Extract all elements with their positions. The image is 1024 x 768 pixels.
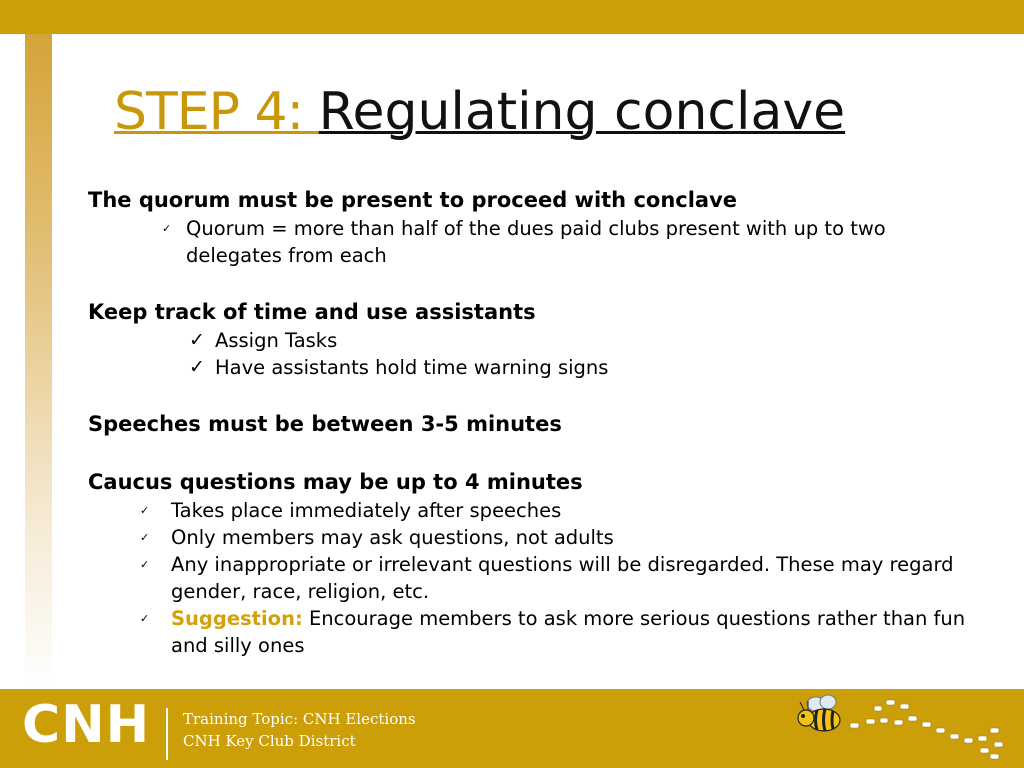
item-text: Assign Tasks (215, 329, 338, 352)
footer-line-topic: Training Topic: CNH Elections (183, 710, 416, 728)
cnh-logo: CNH (22, 695, 151, 755)
item-text: Takes place immediately after speeches (171, 499, 562, 522)
list-item (88, 551, 968, 605)
item-text: Quorum = more than half of the dues paid clubs present with up to two delegates from each (186, 217, 886, 267)
list-item (88, 215, 968, 269)
step-label: STEP 4: (114, 82, 319, 142)
bullet-list (88, 497, 968, 659)
title-heading: Regulating conclave (318, 82, 846, 142)
list-item (88, 354, 968, 381)
item-text: Any inappropriate or irrelevant questions will be disregarded. These may regard gender, race, religion, etc. (171, 553, 954, 603)
footer-text (183, 708, 416, 752)
bullet-list (88, 215, 968, 269)
section-speeches (88, 409, 968, 439)
suggestion-text: Encourage members to ask more serious questions rather than fun and silly ones (171, 607, 966, 657)
list-item (88, 524, 968, 551)
section-heading: Speeches must be between 3-5 minutes (88, 412, 562, 436)
list-item (88, 327, 968, 354)
item-text: Only members may ask questions, not adults (171, 526, 614, 549)
check-icon: ✓ (140, 504, 150, 517)
slide-title (114, 82, 974, 142)
section-heading: Keep track of time and use assistants (88, 300, 536, 324)
list-item (88, 497, 968, 524)
section-time (88, 297, 968, 381)
section-heading: The quorum must be present to proceed with conclave (88, 188, 738, 212)
item-text: Have assistants hold time warning signs (215, 356, 609, 379)
check-icon: ✓ (162, 222, 172, 235)
top-bar (0, 0, 1024, 34)
footer-line-district: CNH Key Club District (183, 732, 356, 750)
section-caucus (88, 467, 968, 659)
footer-divider (166, 708, 168, 760)
section-heading: Caucus questions may be up to 4 minutes (88, 470, 583, 494)
check-icon: ✓ (140, 531, 150, 544)
bullet-list (88, 327, 968, 381)
list-item (88, 605, 968, 659)
suggestion-label: Suggestion: (171, 607, 303, 630)
side-strip (25, 34, 52, 689)
section-quorum (88, 185, 968, 269)
check-icon: ✓ (189, 356, 205, 378)
check-icon: ✓ (140, 558, 150, 571)
check-icon: ✓ (189, 329, 205, 351)
check-icon: ✓ (140, 612, 150, 625)
slide-content (88, 185, 968, 659)
bee-icon (790, 692, 1010, 764)
